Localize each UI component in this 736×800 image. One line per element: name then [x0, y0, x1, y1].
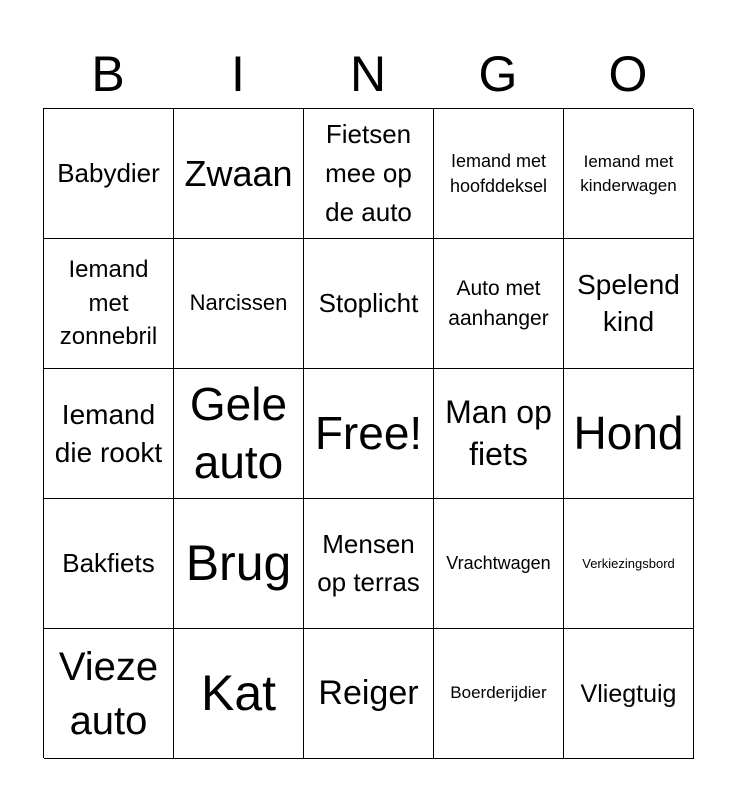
cell-label: Gele auto: [189, 378, 288, 488]
bingo-cell[interactable]: [564, 629, 694, 759]
bingo-cell[interactable]: [174, 109, 304, 239]
bingo-cell[interactable]: [564, 369, 694, 499]
cell-label: Iemand met zonnebril: [59, 256, 158, 351]
bingo-cell[interactable]: [434, 239, 564, 369]
cell-label: Fietsen mee op de auto: [325, 119, 412, 227]
bingo-cell[interactable]: [44, 109, 174, 239]
bingo-cell[interactable]: [564, 239, 694, 369]
header-letter-o: O: [608, 46, 648, 102]
bingo-header: [43, 40, 693, 108]
bingo-board: [43, 108, 693, 758]
bingo-cell[interactable]: [174, 239, 304, 369]
cell-label: Vliegtuig: [580, 679, 677, 708]
cell-label: Narcissen: [189, 290, 288, 316]
free-cell[interactable]: [304, 369, 434, 499]
header-letter-n: N: [349, 46, 387, 102]
bingo-cell[interactable]: [434, 109, 564, 239]
bingo-cell[interactable]: [174, 499, 304, 629]
cell-label: Verkiezingsbord: [582, 555, 675, 571]
cell-label: Mensen op terras: [317, 528, 420, 597]
bingo-cell[interactable]: [174, 369, 304, 499]
bingo-cell[interactable]: [44, 369, 174, 499]
cell-label: Iemand die rookt: [54, 398, 163, 468]
cell-label: Zwaan: [184, 152, 293, 194]
bingo-cell[interactable]: [434, 369, 564, 499]
bingo-cell[interactable]: [304, 499, 434, 629]
cell-label: Vieze auto: [58, 644, 159, 743]
bingo-cell[interactable]: [434, 629, 564, 759]
bingo-cell[interactable]: [564, 109, 694, 239]
bingo-cell[interactable]: [304, 109, 434, 239]
bingo-cell[interactable]: [44, 499, 174, 629]
cell-label: Auto met aanhanger: [448, 277, 549, 330]
cell-label: Boerderijdier: [450, 683, 547, 703]
bingo-cell[interactable]: [304, 239, 434, 369]
bingo-cell[interactable]: [44, 629, 174, 759]
cell-label: Reiger: [318, 673, 419, 712]
bingo-cell[interactable]: [44, 239, 174, 369]
header-letter-b: B: [91, 46, 125, 102]
cell-label: Bakfiets: [62, 547, 155, 578]
cell-label: Stoplicht: [318, 287, 419, 318]
header-letter-i: I: [231, 46, 245, 102]
cell-label: Iemand met hoofddeksel: [449, 151, 548, 196]
cell-label: Babydier: [57, 157, 160, 188]
cell-label: Brug: [185, 535, 292, 591]
cell-label: Hond: [573, 407, 684, 460]
bingo-cell[interactable]: [434, 499, 564, 629]
cell-label: Vrachtwagen: [446, 552, 551, 573]
bingo-cell[interactable]: [174, 629, 304, 759]
cell-label: Kat: [200, 665, 277, 721]
bingo-cell[interactable]: [304, 629, 434, 759]
cell-label: Iemand met kinderwagen: [580, 151, 677, 195]
cell-label: Free!: [314, 407, 423, 460]
cell-label: Man op fiets: [445, 393, 552, 472]
cell-label: Spelend kind: [577, 269, 680, 337]
header-letter-g: G: [478, 46, 518, 102]
bingo-cell[interactable]: [564, 499, 694, 629]
